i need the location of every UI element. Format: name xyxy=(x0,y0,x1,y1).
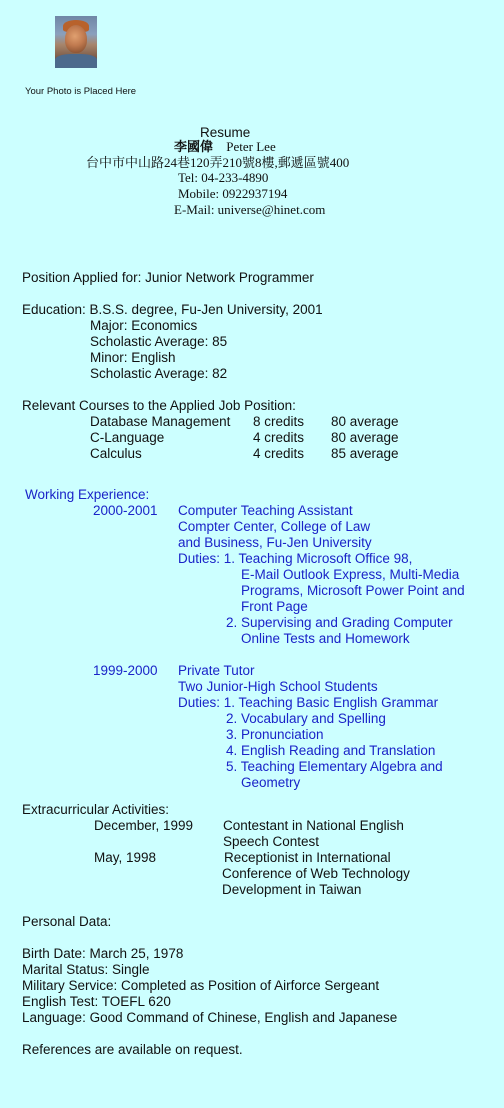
course-average: 80 average xyxy=(331,414,399,429)
education-minor: Minor: English xyxy=(90,350,176,365)
job1-duty1-line2: E-Mail Outlook Express, Multi-Media xyxy=(241,567,460,582)
job1-org-line1: Compter Center, College of Law xyxy=(178,519,371,534)
email: E-Mail: universe@hinet.com xyxy=(174,202,326,217)
name-english: Peter Lee xyxy=(226,139,276,154)
course-credits: 8 credits xyxy=(253,414,305,429)
telephone: Tel: 04-233-4890 xyxy=(178,170,269,185)
activity2-line3: Development in Taiwan xyxy=(222,882,362,897)
course-name: Calculus xyxy=(90,446,142,461)
activity2-line2: Conference of Web Technology xyxy=(222,866,410,881)
name-chinese: 李國偉 xyxy=(174,139,214,154)
job1-duty1-line1: Duties: 1. Teaching Microsoft Office 98, xyxy=(178,551,413,566)
course-name: Database Management xyxy=(90,414,231,429)
references: References are available on request. xyxy=(22,1042,243,1057)
photo-caption: Your Photo is Placed Here xyxy=(25,86,137,97)
photo-face xyxy=(65,25,87,53)
job1-org-line2: and Business, Fu-Jen University xyxy=(178,535,372,550)
education-major-average: Scholastic Average: 85 xyxy=(90,334,228,349)
job2-duty4: 4. English Reading and Translation xyxy=(226,743,436,758)
job2-title: Private Tutor xyxy=(178,663,255,678)
marital-status: Marital Status: Single xyxy=(22,962,150,977)
job2-years: 1999-2000 xyxy=(93,663,158,678)
job2-duty1: Duties: 1. Teaching Basic English Grammar xyxy=(178,695,439,710)
activities-heading: Extracurricular Activities: xyxy=(22,802,170,817)
job1-years: 2000-2001 xyxy=(93,503,158,518)
job2-duty3: 3. Pronunciation xyxy=(226,727,324,742)
job2-org: Two Junior-High School Students xyxy=(178,679,378,694)
education-degree: Education: B.S.S. degree, Fu-Jen University, 2001 xyxy=(22,302,323,317)
activity2-date: May, 1998 xyxy=(94,850,157,865)
work-heading: Working Experience: xyxy=(25,487,150,502)
job2-duty2: 2. Vocabulary and Spelling xyxy=(226,711,386,726)
job1-duty1-line3: Programs, Microsoft Power Point and xyxy=(241,583,465,598)
job1-title: Computer Teaching Assistant xyxy=(178,503,353,518)
education-minor-average: Scholastic Average: 82 xyxy=(90,366,228,381)
birth-date: Birth Date: March 25, 1978 xyxy=(22,946,184,961)
position-applied: Position Applied for: Junior Network Programmer xyxy=(22,270,314,285)
course-average: 80 average xyxy=(331,430,399,445)
education-major: Major: Economics xyxy=(90,318,198,333)
job1-duty2-line2: Online Tests and Homework xyxy=(241,631,410,646)
activity2-line1: Receptionist in International xyxy=(224,850,391,865)
activity1-line2: Speech Contest xyxy=(223,834,320,849)
english-test: English Test: TOEFL 620 xyxy=(22,994,171,1009)
job1-duty1-line4: Front Page xyxy=(241,599,308,614)
address: 台中市中山路24巷120弄210號8樓,郵遞區號400 xyxy=(86,155,350,170)
language: Language: Good Command of Chinese, English and Japanese xyxy=(22,1010,398,1025)
courses-heading: Relevant Courses to the Applied Job Position: xyxy=(22,398,296,413)
activity1-date: December, 1999 xyxy=(94,818,194,833)
activity1-line1: Contestant in National English xyxy=(223,818,404,833)
resume-title: Resume xyxy=(200,125,251,140)
mobile: Mobile: 0922937194 xyxy=(178,186,288,201)
course-credits: 4 credits xyxy=(253,430,305,445)
course-name: C-Language xyxy=(90,430,165,445)
profile-photo xyxy=(55,16,97,68)
job2-duty5-line2: Geometry xyxy=(241,775,301,790)
military-service: Military Service: Completed as Position of Airforce Sergeant xyxy=(22,978,380,993)
name-line xyxy=(174,139,276,155)
job1-duty2-line1: 2. Supervising and Grading Computer xyxy=(226,615,453,630)
job2-duty5-line1: 5. Teaching Elementary Algebra and xyxy=(226,759,443,774)
personal-heading: Personal Data: xyxy=(22,914,112,929)
course-average: 85 average xyxy=(331,446,399,461)
course-credits: 4 credits xyxy=(253,446,305,461)
photo-shoulders xyxy=(55,54,97,68)
